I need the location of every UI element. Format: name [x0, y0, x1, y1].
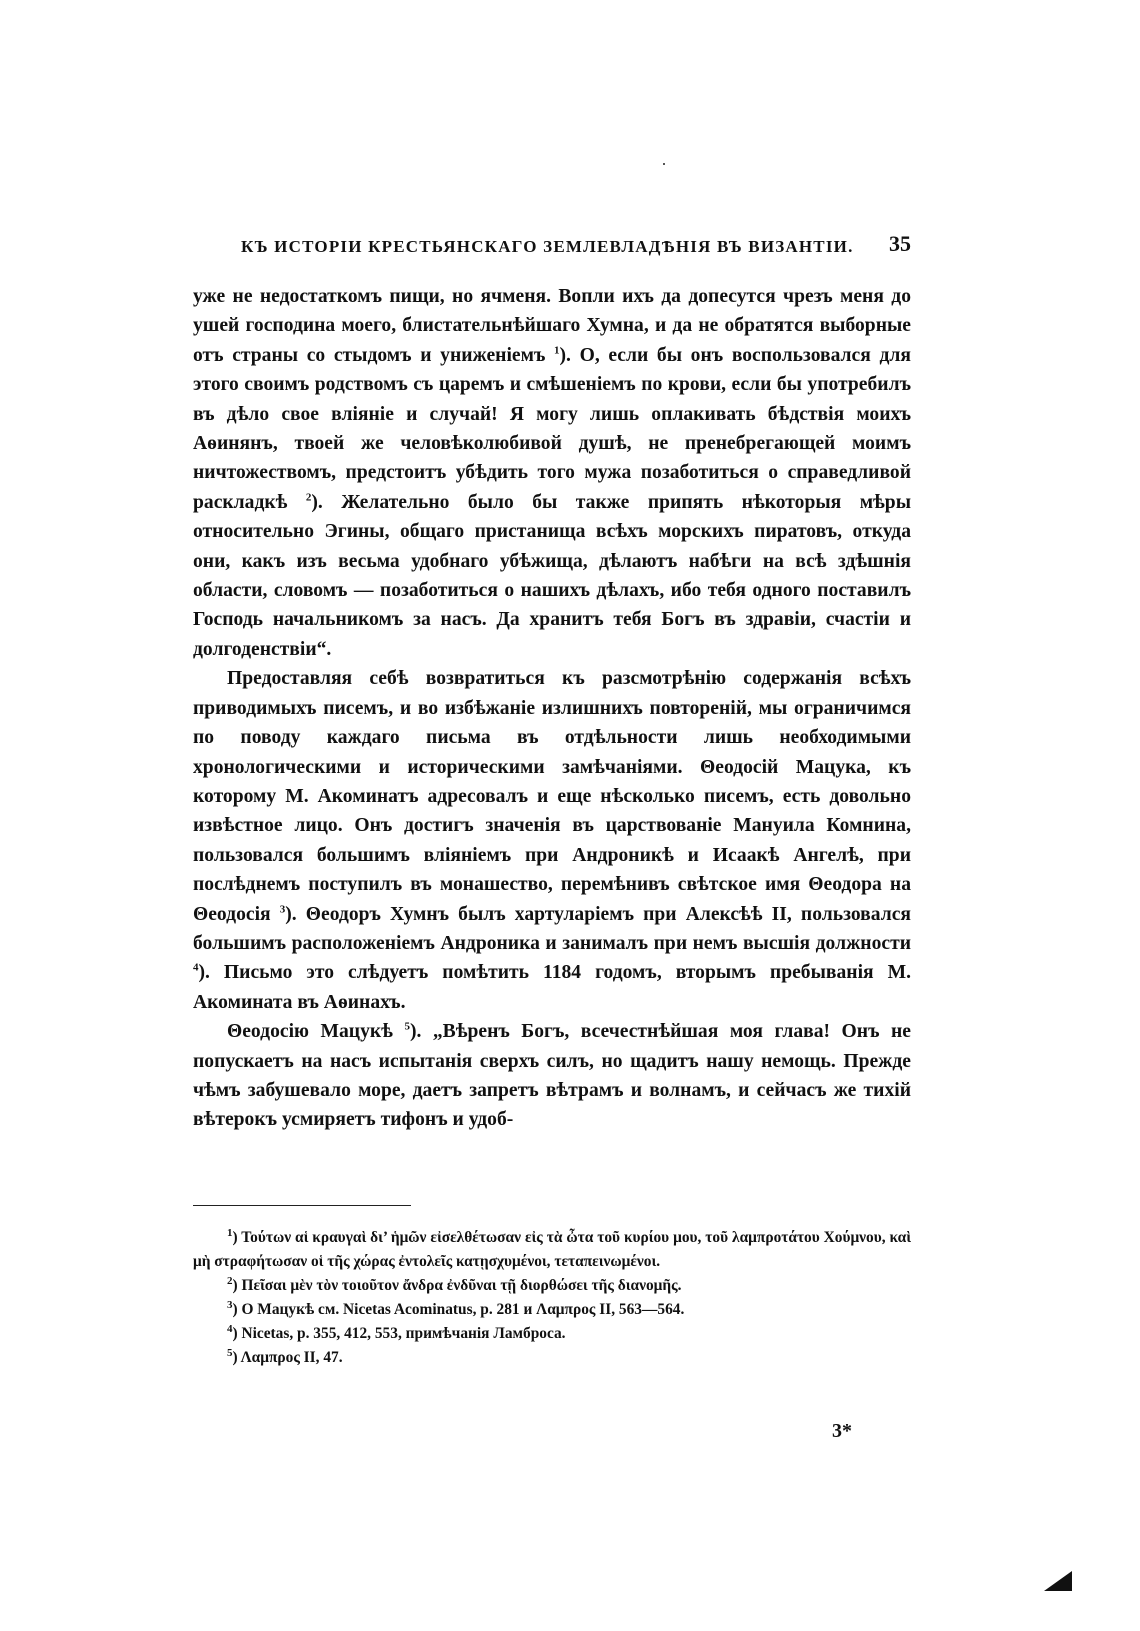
- footnote-1: $^1$) Τούτων αἱ κραυγαὶ δι’ ἡμῶν εἰσελθέτωσαν εἰς τὰ ὦτα τοῦ κυρίου μου, τοῦ λαμπροτάτου Χούμνου, καὶ μὴ στραφήτωσαν οἱ τῆς χώρας ἐντολεῖς κατῃσχυμένοι, τεταπεινωμένοι.: [193, 1226, 911, 1270]
- signature-mark: 3*: [832, 1420, 852, 1442]
- footnote-text: Nicetas, p. 355, 412, 553, примѣчанія Ламброса.: [241, 1325, 566, 1342]
- text-run: ). „Вѣренъ Богъ, всечестнѣйшая моя глава! Онъ не попускаетъ на насъ испытанія сверхъ силъ, но щадитъ нашу немощь. Прежде чѣмъ забушевало море, даетъ запретъ вѣтрамъ и волнамъ, и сейчасъ же тихій вѣтерокъ усмиряетъ тифонъ и удоб-: [193, 1021, 911, 1131]
- corner-mark-icon: [1044, 1571, 1072, 1591]
- footnote-text: Πεῖσαι μὲν τὸν τοιοῦτον ἄνδρα ἐνδῦναι τῇ διορθώσει τῆς διανομῆς.: [241, 1277, 682, 1294]
- text-run: ). Письмо это слѣдуетъ помѣтить 1184 годомъ, вторымъ пребыванія М. Акомината въ Аѳинахъ.: [193, 962, 911, 1013]
- text-run: ). Θеодоръ Хумнъ былъ хартуларіемъ при Алексѣѣ II, пользовался большимъ расположеніемъ Андроника и занималъ при немъ высшія должности: [193, 903, 911, 954]
- text-run: уже не недостаткомъ пищи, но ячменя. Вопли ихъ да допесутся чрезъ меня до ушей господина моего, блистательнѣйшаго Хумна, и да не обратятся выборные отъ страны со стыдомъ и униженіемъ: [193, 286, 911, 366]
- footnote-ref-1: 1: [554, 344, 560, 357]
- footnote-ref-5: 5: [404, 1020, 410, 1033]
- footnote-mark: 1: [227, 1226, 233, 1239]
- footnote-mark: 4: [227, 1322, 233, 1335]
- footnote-mark: 2: [227, 1274, 233, 1287]
- paragraph-3: [193, 1017, 911, 1135]
- text-run: ). О, если бы онъ воспользовался для этого своимъ родствомъ съ царемъ и смѣшеніемъ по крови, если бы употребилъ въ дѣло свое вліяніе и случай! Я могу лишь оплакивать бѣдствія моихъ Аѳинянъ, твоей же человѣколюбивой душѣ, не пренебрегающей моимъ ничтожествомъ, предстоитъ убѣдить того мужа позаботиться о справедливой раскладкѣ: [193, 344, 911, 513]
- footnote-ref-2: 2: [305, 491, 312, 504]
- footnote-3: $^3$) О Мацукѣ см. Nicetas Acominatus, p. 281 и Λαμπρος II, 563—564.: [227, 1298, 685, 1318]
- page-number: 35: [889, 231, 911, 256]
- footnote-mark: 3: [227, 1298, 233, 1311]
- text-run: ). Желательно было бы также припять нѣкоторыя мѣры относительно Эгины, общаго пристанища всѣхъ морскихъ пиратовъ, откуда они, какъ изъ весьма удобнаго убѣжища, дѣлаютъ набѣги на всѣ здѣшнія области, словомъ — позаботиться о нашихъ дѣлахъ, ибо тебя одного поставилъ Господь начальникомъ за насъ. Да хранитъ тебя Богъ въ здравіи, счастіи и долгоденствіи“.: [193, 491, 912, 660]
- text-run: Предоставляя себѣ возвратиться къ разсмотрѣнію содержанія всѣхъ приводимыхъ писемъ, и во избѣжаніе излишнихъ повтореній, мы ограничимся по поводу каждаго письма въ отдѣльности лишь необходимыми хронологическими и историческими замѣчаніями. Θеодосій Мацука, къ которому М. Акоминатъ адресовалъ и еще нѣсколько писемъ, есть довольно извѣстное лицо. Онъ достигъ значенія въ царствованіе Мануила Комнина, пользовался большимъ вліяніемъ при Андроникѣ и Исаакѣ Ангелѣ, при послѣднемъ поступилъ въ монашество, перемѣнивъ свѣтское имя Θеодора на Θеодосія: [193, 668, 911, 925]
- footnote-divider: [193, 1205, 411, 1206]
- footnote-4: $^4$) Nicetas, p. 355, 412, 553, примѣчанія Ламброса.: [227, 1322, 566, 1342]
- footnote-ref-4: 4: [193, 961, 199, 974]
- paragraph-1: [193, 282, 911, 664]
- footnote-mark: 5: [227, 1346, 233, 1359]
- running-header: [241, 231, 911, 261]
- footnote-5: $^5$) Λαμπρος II, 47.: [227, 1346, 343, 1366]
- scan-speck: [663, 163, 665, 165]
- footnote-2: $^2$) Πεῖσαι μὲν τὸν τοιοῦτον ἄνδρα ἐνδῦναι τῇ διορθώσει τῆς διανομῆς.: [227, 1274, 682, 1294]
- footnote-text: О Мацукѣ см. Nicetas Acominatus, p. 281 и Λαμπρος II, 563—564.: [241, 1301, 685, 1318]
- footnote-text: Λαμπρος II, 47.: [240, 1349, 343, 1366]
- footnote-ref-3: 3: [279, 903, 286, 915]
- footnotes: [193, 1226, 911, 1370]
- paragraph-2: [193, 664, 911, 1017]
- main-text: [193, 282, 911, 1135]
- text-run: Θеодосію Мацукѣ: [227, 1021, 405, 1043]
- running-title: КЪ ИСТОРІИ КРЕСТЬЯНСКАГО ЗЕМЛЕВЛАДѢНІЯ ВЪ ВИЗАНТІИ.: [241, 237, 854, 256]
- footnote-text: Τούτων αἱ κραυγαὶ δι’ ἡμῶν εἰσελθέτωσαν εἰς τὰ ὦτα τοῦ κυρίου μου, τοῦ λαμπροτάτου Χούμνου, καὶ μὴ στραφήτωσαν οἱ τῆς χώρας ἐντολεῖς κατῃσχυμένοι, τεταπεινωμένοι.: [193, 1229, 911, 1270]
